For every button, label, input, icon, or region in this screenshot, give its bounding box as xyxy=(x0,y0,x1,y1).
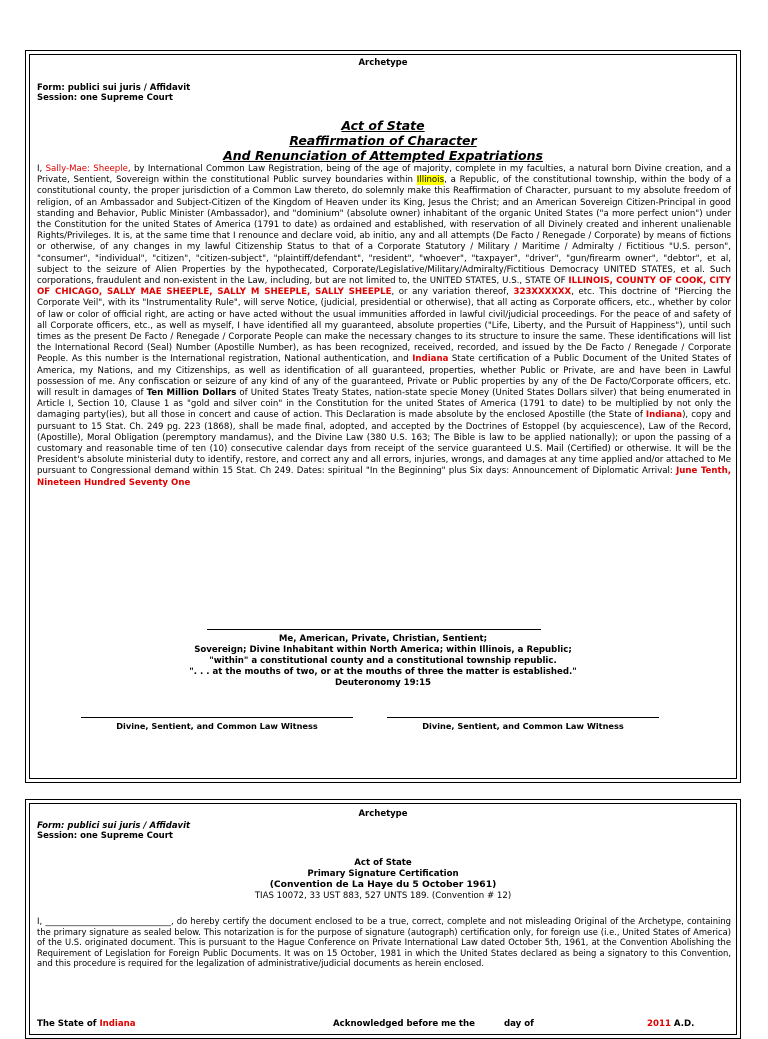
cert-treaty-reference: TIAS 10072, 33 UST 883, 527 UNTS 189. (Convention # 12) xyxy=(254,891,512,901)
state-indiana: Indiana xyxy=(412,354,449,365)
witness-line-right xyxy=(387,717,659,718)
corporate-names: ILLINOIS, COUNTY OF COOK, CITY OF CHICAGO, SALLY MAE SHEEPLE, SALLY M SHEEPLE, SALLY SHEEPLE xyxy=(37,276,731,298)
damages-amount: Ten Million Dollars xyxy=(146,388,237,399)
witness-label-left: Divine, Sentient, and Common Law Witness xyxy=(116,721,318,731)
archetype-header: Archetype xyxy=(358,58,408,68)
state-indiana-apostille: Indiana xyxy=(645,410,683,421)
id-number: 323XXXXXX xyxy=(513,287,572,298)
witness-line-left xyxy=(81,717,353,718)
session-label-2: Session: one Supreme Court xyxy=(37,831,173,841)
signature-line-2: Sovereign; Divine Inhabitant within North America; within Illinois, a Republic; xyxy=(194,645,572,655)
scripture-reference: Deuteronomy 19:15 xyxy=(334,678,432,688)
cert-title-act: Act of State xyxy=(354,858,412,868)
archetype-header-2: Archetype xyxy=(358,809,408,819)
affidavit-page xyxy=(25,50,741,783)
signature-line xyxy=(207,629,541,630)
arrival-date: June Tenth, Nineteen Hundred Seventy One xyxy=(37,466,731,488)
declarant-name: Sally-Mae: Sheeple xyxy=(45,164,128,174)
acknowledged-label: Acknowledged before me the xyxy=(333,1019,475,1029)
day-of-label: day of xyxy=(504,1019,534,1029)
title-act-of-state: Act of State xyxy=(341,118,425,133)
cert-title-convention: (Convention de La Haye du 5 October 1961) xyxy=(269,879,497,890)
witness-label-right: Divine, Sentient, and Common Law Witness xyxy=(422,721,624,731)
affidavit-body: I, Sally-Mae: Sheeple, by International Common Law Registration, being of the age of majority, complete in my faculties, a natural born Divine creation, and a Private, Sentient, Sovereign within the constitutional Public survey boundaries within Illinois, a Republic, of the constitutional township, within the body of a constitutional county, the proper jurisdiction of a Common Law thereto, do solemnly make this Reaffirmation of Character, pursuant to my absolute freedom of religion, of an Ambassador and Subject-Citizen of the Kingdom of Heaven under its King, Jesus the Christ; and an American Sovereign Citizen-Principal in good standing and Behavior, Public Minister (Ambassador), and "dominium" (absolute owner) inhabitant of the organic United States ("a more perfect union") under the Constitution for the united States of America (1791 to date) as ordained and established, with reservation of all Divinely created and inherent unalienable Rights/Privileges. It is, at the same time that I renounce and declare void, ab initio, any and all attempts (De Facto / Renegade / Corporate) by means of fictions or otherwise, of any changes in my lawful Citizenship Status to that of a Corporate Statutory / Military / Maritime / Admiralty / Fictitious "U.S. person", "consumer", "individual", "citizen", "citizen-subject", "plaintiff/defendant", "resident", "whoever", "taxpayer", "driver", "gun/firearm owner", "debtor", et al, subject to the seizure of Alien Properties by the hypothecated, Corporate/Legislative/Military/Admiralty/Fictitious Democracy UNITED STATES, et al. Such corporations, fraudulent and non-existent in the Law, including, but are not limited to, the UNITED STATES, U.S., STATE OF ILLINOIS, COUNTY OF COOK, CITY OF CHICAGO, SALLY MAE SHEEPLE, SALLY M SHEEPLE, SALLY SHEEPLE, or any variation thereof, 323XXXXXX, etc. This doctrine of "Piercing the Corporate Veil", with its "Instrumentality Rule", will serve Notice, (judicial, presidential or otherwise), that all acting as Corporate officers, etc., whether by color of law or color of official right, are acting or have acted without the usual immunities afforded in lawful civil/judicial proceedings. For the peace of and safety of all Corporate officers, etc., as well as myself, I have identified all my guaranteed, absolute properties ("Life, Liberty, and the Pursuit of Happiness"), until such times as the present De Facto / Renegade / Corporate People can make the necessary changes to its structure to insure the same. These identifications will list the International Record (Seal) Number (Apostille Number), as has been recognized, received, recorded, and issued by the De Facto / Renegade / Corporate People. As this number is the International registration, National authentication, and Indiana State certification of a Public Document of the United States of America, my Nations, and my Citizenships, as well as identification of all guaranteed, properties, whether Public or Private, are and have been in Lawful possession of me. Any confiscation or seizure of any kind of any of the guaranteed, Private or Public properties by any of the De Facto/Corporate officers, etc. will result in damages of Ten Million Dollars of United States Treaty States, nation-state specie Money (United States Dollars silver) that being enumerated in Article I, Section 10, Clause 1 as "gold and silver coin" in the Constitution for the united States of America (1791 to date) to be multiplied by not only the damaging party(ies), but all those in concert and cause of action. This Declaration is made absolute by the enclosed Apostille (the State of Indiana), copy and pursuant to 15 Stat. Ch. 249 pg. 223 (1868), shall be made final, adopted, and accepted by the Doctrines of Estoppel (by acquiescence), Law of the Record, (Apostille), Moral Obligation (peremptory mandamus), and the Divine Law (380 U.S. 163; The Bible is law to be applied nationally); or upon the passing of a customary and reasonable time of ten (10) consecutive calendar days from receipt of the service guaranteed U.S. Mail (Certified) or otherwise. It will be the President's absolute ministerial duty to identify, restore, and correct any and all errors, injuries, wrongs, and damages at any time applied and/or attached to Me pursuant to Congressional demand within 15 Stat. Ch 249. Dates: spiritual "In the Beginning" plus Six days: Announcement of Diplomatic Arrival: June Tenth, Nineteen Hundred Seventy One xyxy=(37,164,732,488)
state-line: The State of Indiana xyxy=(37,1019,136,1029)
certification-body: I, ______________________________, do hereby certify the document enclosed to be a true, correct, complete and not misleading Original of the Archetype, containing the primary signature as sealed below. This notarization is for the purpose of signature (autograph) certification only, for foreign use (i.e., United States of America) of the U.S. originated document. This is pursuant to the Hague Conference on Private International Law dated October 5th, 1961, at the Convention Abolishing the Requirement of Legislation for Foreign Public Documents. It was on 15 October, 1981 in which the United States declared as being a signatory to this Convention, and this procedure is required for the legalization of administrative/judicial documents as herein enclosed. xyxy=(37,916,731,969)
certification-page xyxy=(25,799,741,1039)
cert-title-primary: Primary Signature Certification xyxy=(307,869,459,879)
year-line: 2011 A.D. xyxy=(647,1019,695,1029)
scripture-quote: ". . . at the mouths of two, or at the mouths of three the matter is established." xyxy=(189,667,577,677)
signature-line-1: Me, American, Private, Christian, Sentient; xyxy=(278,634,488,644)
signature-line-3: "within" a constitutional county and a constitutional township republic. xyxy=(209,656,557,666)
title-reaffirmation: Reaffirmation of Character xyxy=(289,133,477,148)
session-label: Session: one Supreme Court xyxy=(37,93,173,103)
title-renunciation: And Renunciation of Attempted Expatriations xyxy=(223,148,543,163)
state-highlight: Illinois xyxy=(416,175,445,186)
form-label-2: Form: publici sui juris / Affidavit xyxy=(37,821,191,831)
cert-year: 2011 xyxy=(647,1019,671,1029)
form-label: Form: publici sui juris / Affidavit xyxy=(37,83,191,93)
cert-state: Indiana xyxy=(99,1019,136,1029)
